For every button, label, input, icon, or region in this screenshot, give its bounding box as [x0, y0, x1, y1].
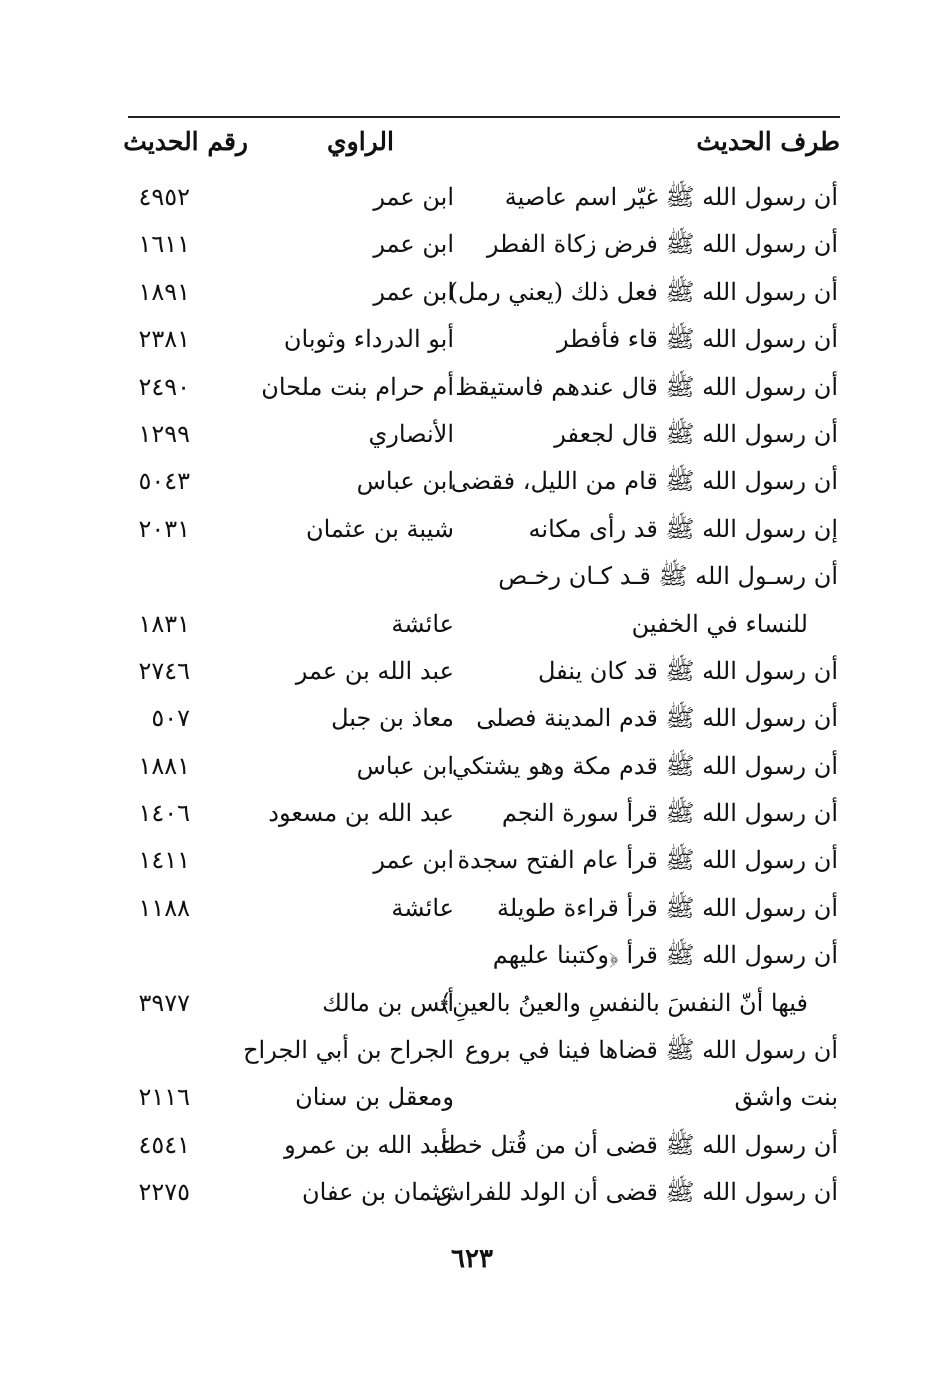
hadith-text: أن رسول الله ﷺ قضى أن من قُتل خطأ — [440, 1130, 838, 1159]
hadith-number: ١٢٩٩ — [138, 419, 190, 448]
hadith-text: فيها أنّ النفسَ بالنفسِ والعينُ بالعينِ﴾ — [438, 988, 808, 1017]
hadith-text: أن رسول الله ﷺ فعل ذلك (يعني رمل) — [448, 277, 838, 306]
narrator: الأنصاري — [368, 419, 454, 448]
table-row — [0, 1122, 944, 1169]
table-row — [0, 601, 944, 648]
table-row — [0, 316, 944, 363]
hadith-text: أن رسول الله ﷺ فرض زكاة الفطر — [486, 230, 838, 259]
table-row — [0, 269, 944, 316]
narrator: ومعقل بن سنان — [295, 1083, 454, 1112]
hadith-number: ١٨٨١ — [138, 751, 190, 780]
hadith-text: أن رسـول الله ﷺ قـد كـان رخـص — [498, 562, 838, 591]
narrator: عائشة — [391, 609, 454, 638]
narrator-column-header: الراوي — [327, 127, 394, 156]
table-row — [0, 790, 944, 837]
hadith-text: أن رسول الله ﷺ غيّر اسم عاصية — [504, 183, 838, 211]
table-row — [0, 1074, 944, 1121]
narrator: أبو الدرداء وثوبان — [283, 325, 454, 354]
hadith-column-header: طرف الحديث — [696, 127, 840, 156]
narrator: أم حرام بنت ملحان — [261, 372, 454, 401]
narrator: ابن عمر — [373, 277, 454, 306]
header-rule — [128, 116, 840, 118]
hadith-text: أن رسول الله ﷺ قام من الليل، فقضى — [450, 467, 838, 496]
narrator: ابن عباس — [356, 751, 454, 780]
table-row — [0, 364, 944, 411]
table-row — [0, 458, 944, 505]
table-row — [0, 932, 944, 979]
table-row — [0, 1169, 944, 1216]
table-row — [0, 1027, 944, 1074]
page-number: ٦٢٣ — [451, 1244, 493, 1274]
table-row — [0, 695, 944, 742]
hadith-text: أن رسول الله ﷺ قضاها فينا في بروع — [464, 1036, 838, 1065]
table-row — [0, 743, 944, 790]
number-column-header: رقم الحديث — [123, 127, 248, 156]
narrator: عثمان بن عفان — [302, 1178, 454, 1207]
hadith-text: أن رسول الله ﷺ قدم المدينة فصلى — [476, 704, 838, 733]
narrator: ابن عمر — [373, 846, 454, 875]
hadith-text: أن رسول الله ﷺ قرأ ﴿وكتبنا عليهم — [492, 941, 838, 970]
hadith-text: أن رسول الله ﷺ قاء فأفطر — [556, 325, 838, 354]
narrator: عبد الله بن مسعود — [268, 799, 454, 828]
hadith-text: بنت واشق — [734, 1083, 838, 1112]
hadith-text: أن رسول الله ﷺ قضى أن الولد للفراش — [435, 1178, 838, 1207]
narrator: ابن عمر — [373, 183, 454, 211]
narrator: عبد الله بن عمر — [295, 656, 454, 685]
hadith-text: أن رسول الله ﷺ قرأ سورة النجم — [501, 799, 838, 828]
narrator: عبد الله بن عمرو — [284, 1130, 454, 1159]
hadith-number: ٢٣٨١ — [138, 325, 190, 354]
hadith-number: ٢١١٦ — [138, 1083, 190, 1112]
hadith-number: ١١٨٨ — [138, 893, 190, 922]
hadith-number: ١٦١١ — [138, 230, 190, 259]
hadith-number: ٢٠٣١ — [138, 514, 190, 543]
hadith-number: ٥٠٧ — [151, 704, 190, 733]
hadith-text: أن رسول الله ﷺ قال عندهم فاستيقظ — [455, 372, 838, 401]
table-row — [0, 885, 944, 932]
hadith-text: أن رسول الله ﷺ قرأ قراءة طويلة — [496, 893, 838, 922]
table-row — [0, 837, 944, 884]
hadith-text: للنساء في الخفين — [631, 609, 808, 638]
narrator: معاذ بن جبل — [331, 704, 454, 733]
narrator: ابن عباس — [356, 467, 454, 496]
hadith-number: ١٨٣١ — [138, 609, 190, 638]
hadith-number: ١٤١١ — [138, 846, 190, 875]
hadith-number: ٤٩٥٢ — [138, 183, 190, 211]
narrator: أنس بن مالك — [322, 988, 454, 1017]
hadith-number: ١٤٠٦ — [138, 799, 190, 828]
table-row — [0, 553, 944, 600]
hadith-number: ٢٢٧٥ — [138, 1178, 190, 1207]
hadith-text: أن رسول الله ﷺ قرأ عام الفتح سجدة — [457, 846, 838, 875]
table-row — [0, 980, 944, 1027]
hadith-text: إن رسول الله ﷺ قد رأى مكانه — [528, 514, 838, 543]
hadith-number: ٢٧٤٦ — [138, 656, 190, 685]
narrator: ابن عمر — [373, 230, 454, 259]
hadith-number: ٣٩٧٧ — [138, 988, 190, 1017]
table-row — [0, 221, 944, 268]
hadith-number: ٤٥٤١ — [138, 1130, 190, 1159]
hadith-text: أن رسول الله ﷺ قدم مكة وهو يشتكي — [451, 751, 838, 780]
hadith-index-table — [0, 174, 944, 1217]
hadith-number: ٥٠٤٣ — [138, 467, 190, 496]
hadith-text: أن رسول الله ﷺ قد كان ينفل — [537, 656, 838, 685]
table-row — [0, 411, 944, 458]
table-row — [0, 506, 944, 553]
table-row — [0, 174, 944, 221]
hadith-number: ١٨٩١ — [138, 277, 190, 306]
narrator: الجراح بن أبي الجراح — [243, 1036, 454, 1065]
table-row — [0, 648, 944, 695]
narrator: عائشة — [391, 893, 454, 922]
hadith-number: ٢٤٩٠ — [138, 372, 190, 401]
narrator: شيبة بن عثمان — [305, 514, 454, 543]
hadith-text: أن رسول الله ﷺ قال لجعفر — [554, 419, 838, 448]
